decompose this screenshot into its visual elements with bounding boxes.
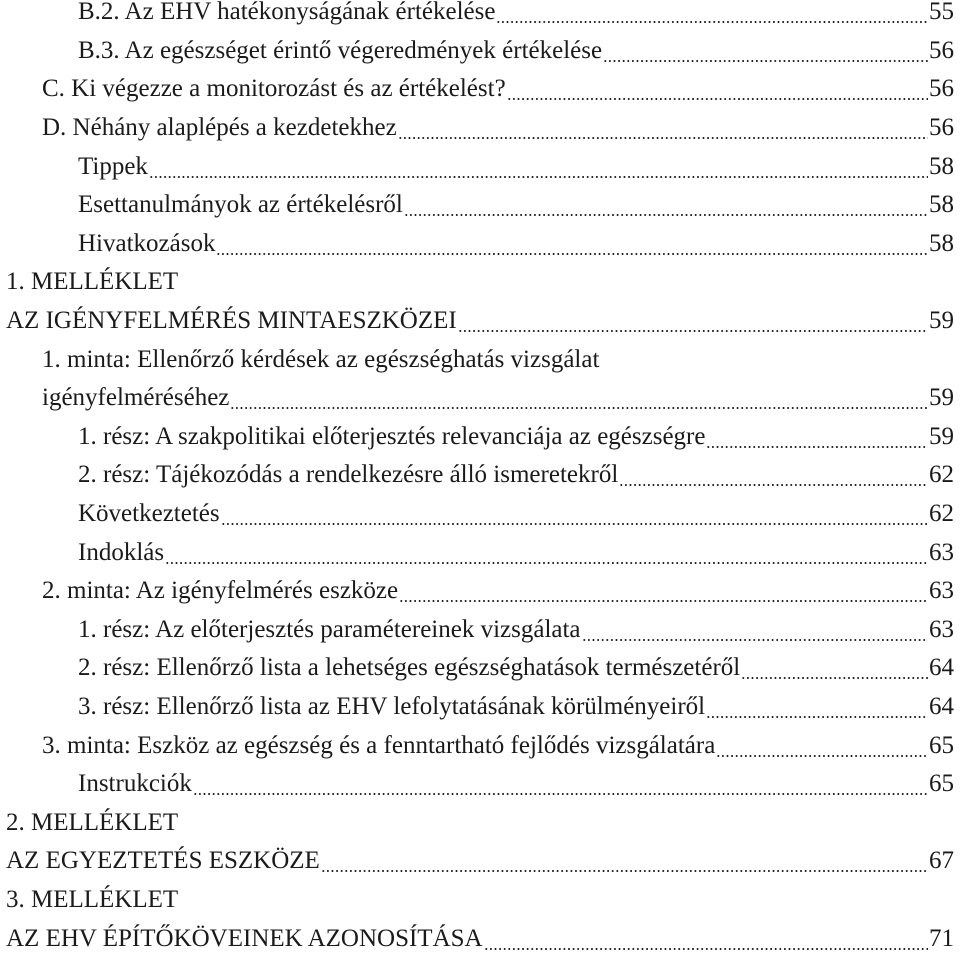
toc-page-number: 62 — [929, 461, 954, 489]
toc-entry[interactable] — [0, 379, 960, 418]
toc-entry[interactable] — [0, 147, 960, 186]
toc-entry[interactable] — [0, 302, 960, 341]
toc-entry-title: 1. MELLÉKLET — [6, 268, 179, 296]
dot-leader — [193, 793, 928, 795]
toc-entry-title: 3. MELLÉKLET — [6, 885, 179, 913]
toc-entry[interactable] — [0, 649, 960, 688]
toc-entry-title: D. Néhány alaplépés a kezdetekhez — [42, 114, 397, 142]
toc-entry-title: AZ EGYEZTETÉS ESZKÖZE — [6, 847, 320, 875]
toc-entry-title: Instrukciók — [78, 770, 192, 798]
toc-entry-title: 2. minta: Az igényfelmérés eszköze — [42, 577, 399, 605]
toc-page-number: 63 — [929, 615, 954, 643]
toc-page-number: 58 — [929, 191, 954, 219]
toc-entry-title: 1. minta: Ellenőrző kérdések az egészséghatás vizsgálat — [42, 345, 600, 373]
toc-page-number: 65 — [929, 731, 954, 759]
toc-entry-title: Esettanulmányok az értékelésről — [78, 191, 403, 219]
toc-page-number: 58 — [929, 229, 954, 257]
toc-entry[interactable] — [0, 533, 960, 572]
toc-page-number: 59 — [929, 422, 954, 450]
toc-entry[interactable] — [0, 0, 960, 32]
dot-leader — [230, 407, 928, 409]
toc-entry-title: 2. rész: Ellenőrző lista a lehetséges egészséghatások természetéről — [78, 654, 741, 682]
toc-page-number: 63 — [929, 538, 954, 566]
toc-entry-title: 2. MELLÉKLET — [6, 808, 179, 836]
toc-entry-title: Következtetés — [78, 500, 220, 528]
toc-page-number: 63 — [929, 577, 954, 605]
toc-entry-title: Hivatkozások — [78, 229, 216, 257]
toc-entry[interactable] — [0, 418, 960, 457]
toc-page-number: 71 — [929, 924, 954, 952]
toc-heading — [0, 803, 960, 842]
toc-entry[interactable] — [0, 109, 960, 148]
toc-entry-title: 2. rész: Tájékozódás a rendelkezésre álló ismeretekről — [78, 461, 619, 489]
toc-page-number: 59 — [929, 384, 954, 412]
toc-entry[interactable] — [0, 842, 960, 881]
toc-heading — [0, 340, 960, 379]
toc-entry-title: C. Ki végezze a monitorozást és az értékelést? — [42, 75, 506, 103]
toc-page-number: 64 — [929, 692, 954, 720]
toc-entry[interactable] — [0, 225, 960, 264]
toc-page-number: 62 — [929, 500, 954, 528]
toc-entry[interactable] — [0, 70, 960, 109]
toc-entry[interactable] — [0, 919, 960, 958]
toc-page-number: 64 — [929, 654, 954, 682]
dot-leader — [398, 137, 928, 139]
toc-entry-title: Tippek — [78, 152, 148, 180]
toc-page-number: 67 — [929, 847, 954, 875]
dot-leader — [221, 523, 928, 525]
toc-entry[interactable] — [0, 688, 960, 727]
toc-entry-title: Indoklás — [78, 538, 165, 566]
toc-entry[interactable] — [0, 726, 960, 765]
dot-leader — [716, 755, 928, 757]
dot-leader — [603, 60, 928, 62]
toc-entry[interactable] — [0, 32, 960, 71]
toc-heading — [0, 881, 960, 920]
toc-entry[interactable] — [0, 456, 960, 495]
toc-entry-title: 1. rész: Az előterjesztés paramétereinek vizsgálata — [78, 615, 581, 643]
toc-page-number: 55 — [929, 0, 954, 26]
dot-leader — [216, 253, 928, 255]
toc-entry-title: B.2. Az EHV hatékonyságának értékelése — [78, 0, 496, 26]
dot-leader — [321, 870, 928, 872]
dot-leader — [484, 948, 928, 950]
toc-page-number: 59 — [929, 307, 954, 335]
dot-leader — [706, 716, 928, 718]
dot-leader — [507, 98, 928, 100]
toc-page-number: 58 — [929, 152, 954, 180]
toc-entry-title: 3. rész: Ellenőrző lista az EHV lefolytatásának körülményeiről — [78, 692, 706, 720]
dot-leader — [165, 562, 928, 564]
dot-leader — [741, 677, 928, 679]
toc-entry[interactable] — [0, 495, 960, 534]
dot-leader — [404, 214, 928, 216]
dot-leader — [149, 176, 928, 178]
dot-leader — [706, 446, 928, 448]
toc-page-number: 65 — [929, 770, 954, 798]
toc-entry-title: 3. minta: Eszköz az egészség és a fenntartható fejlődés vizsgálatára — [42, 731, 716, 759]
toc-entry-title: B.3. Az egészséget érintő végeredmények értékelése — [78, 36, 603, 64]
dot-leader — [399, 600, 928, 602]
toc-entry[interactable] — [0, 186, 960, 225]
dot-leader — [582, 639, 928, 641]
toc-entry-title: AZ IGÉNYFELMÉRÉS MINTAESZKÖZEI — [6, 307, 457, 335]
toc-entry-title: 1. rész: A szakpolitikai előterjesztés relevanciája az egészségre — [78, 422, 706, 450]
dot-leader — [496, 21, 928, 23]
dot-leader — [619, 484, 928, 486]
toc-heading — [0, 263, 960, 302]
toc-entry-title: AZ EHV ÉPÍTŐKÖVEINEK AZONOSÍTÁSA — [6, 924, 483, 952]
toc-entry-title: igényfelméréséhez — [42, 384, 230, 412]
dot-leader — [458, 330, 928, 332]
toc-page-number: 56 — [929, 114, 954, 142]
toc-entry[interactable] — [0, 611, 960, 650]
toc-entry[interactable] — [0, 765, 960, 804]
toc-page-number: 56 — [929, 36, 954, 64]
toc-entry[interactable] — [0, 572, 960, 611]
toc-page-number: 56 — [929, 75, 954, 103]
